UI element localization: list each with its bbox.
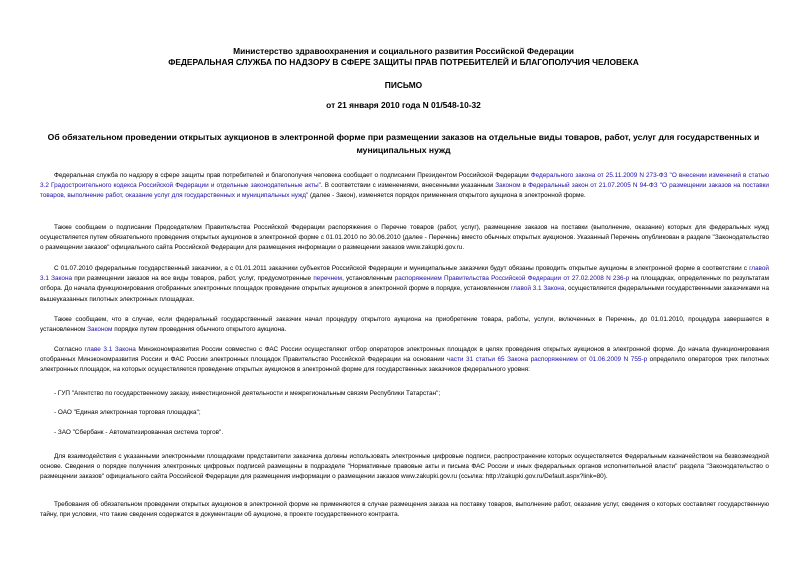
- ministry-name: Министерство здравоохранения и социального развития Российской Федерации: [233, 46, 574, 56]
- paragraph-text: С 01.07.2010 федеральные государственный заказчики, а с 01.01.2011 заказчики субъектов Российской Федерации и муниципальные заказчики будут обязаны проводить открытые аукционы в электронной форме в соответствии с: [54, 265, 750, 272]
- document-title: Об обязательном проведении открытых аукционов в электронной форме при размещении заказов на отдельные виды товаров, работ, услуг для государственных и муниципальных нужд: [47, 132, 760, 155]
- paragraph-1: [40, 171, 769, 202]
- paragraph-4: [40, 315, 769, 335]
- document-date-number: от 21 января 2010 года N 01/548-10-32: [326, 100, 481, 110]
- paragraph-text: Минэкономразвития России совместно с ФАС России осуществляют отбор операторов электронных площадок в целях проведения открытых аукционов в электронной форме. До начала функционирования отобранных Минэкономразвития России и ФАС России электронных площадок Правительство Российской Федерации на основании: [40, 346, 769, 364]
- document-type: ПИСЬМО: [384, 80, 423, 90]
- link-federal-law-94[interactable]: Законом в Федеральный закон от 21.07.2005 N 94-ФЗ "О размещении заказов на поставки товаров, выполнение работ, оказание услуг для государственных и муниципальных нужд": [40, 182, 769, 200]
- link-chapter-3-1[interactable]: главой 3.1 Закона: [40, 265, 769, 283]
- link-list[interactable]: перечнем: [313, 275, 343, 283]
- link-chapter-3-1[interactable]: главе 3.1 Закона: [84, 346, 136, 353]
- paragraph-3: [40, 264, 769, 305]
- paragraph-text: , установленным: [342, 275, 395, 283]
- link-government-order-236[interactable]: распоряжением Правительства Российской Федерации от 27.02.2008 N 236-р: [394, 275, 630, 283]
- link-chapter-3-1[interactable]: главой 3.1 Закона: [510, 285, 565, 293]
- paragraph-5: [40, 345, 769, 376]
- list-item-operator-2: - ОАО "Единая электронная торговая площадка";: [54, 409, 201, 416]
- paragraph-2: [40, 223, 769, 254]
- list-item-operator-1: - ГУП "Агентство по государственному заказу, инвестиционной деятельности и межрегиональным связям Республики Татарстан";: [54, 390, 441, 397]
- paragraph-text: Также сообщаем о подписании Председателем Правительства Российской Федерации распоряжения о Перечне товаров (работ, услуг), размещение заказов на поставки (выполнение, оказание) которых для федеральных нужд осуществляется путем обязательного проведения открытых аукционов в электронной форме с 01.01.2010 по 30.06.2010 (далее - Перечень) вместо обычных открытых аукционов. Указанный Перечень опубликован в разделе "Законодательство о размещении заказов" официального сайта Российской Федерации для размещения информации о размещении заказов www.zakupki.gov.ru.: [40, 224, 769, 252]
- link-law[interactable]: Законом: [87, 326, 113, 334]
- paragraph-text: Требования об обязательном проведении открытых аукционов в электронной форме не применяются в случае размещения заказа на поставку товаров, выполнение работ, оказание услуг, сведения о которых составляет государственную тайну, при условии, что такие сведения содержатся в документации об аукционе, в проекте государственного контракта.: [40, 501, 769, 519]
- paragraph-text: (далее - Закон), изменяется порядок применения открытого аукциона в электронной форме.: [308, 192, 586, 200]
- link-federal-law-273[interactable]: Федерального закона от 25.11.2009 N 273-ФЗ "О внесении изменений в статью 3.2 Градостроительного кодекса Российской Федерации и отдельные законодательные акты": [40, 172, 770, 190]
- paragraph-text: Федеральная служба по надзору в сфере защиты прав потребителей и благополучия человека сообщает о подписании Президентом Российской Федерации: [54, 172, 531, 179]
- paragraph-text: Для взаимодействия с указанными электронными площадками представители заказчика должны использовать электронные цифровые подписи, распространение которых осуществляется Федеральным казначейством на безвозмездной основе. Сведения о порядке получения электронных цифровых подписей размещены в подразделе "Нормативные правовые акты и письма ФАС России и иных федеральных органов исполнительной власти" раздела "Законодательство о размещении заказов" официального сайта Российской Федерации для размещения информации о размещении заказов www.zakupki.gov.ru (ссылка: http://zakupki.gov.ru/Default.aspx?link=80).: [40, 453, 769, 481]
- paragraph-text: определило операторов трех пилотных электронных площадок, на которых осуществляется проведение открытых аукционов в электронной форме для государственных заказчиков федерального уровня:: [40, 356, 769, 374]
- paragraph-text: Также сообщаем, что в случае, если федеральный государственный заказчик начал процедуру открытого аукциона на приобретение товара, работы, услуги, включенных в Перечень, до 01.01.2010, процедура завершается в установленном: [40, 316, 769, 334]
- link-part-31-article-65[interactable]: части 31 статьи 65 Закона: [446, 356, 529, 364]
- paragraph-text: порядке путем проведения обычного открытого аукциона.: [112, 326, 287, 334]
- paragraph-text: , осуществляется федеральными государственными заказчиками на вышеуказанных пилотных электронных площадках.: [40, 285, 770, 303]
- link-order-755[interactable]: распоряжением от 01.06.2009 N 755-р: [530, 356, 648, 364]
- service-name: ФЕДЕРАЛЬНАЯ СЛУЖБА ПО НАДЗОРУ В СФЕРЕ ЗАЩИТЫ ПРАВ ПОТРЕБИТЕЛЕЙ И БЛАГОПОЛУЧИЯ ЧЕЛОВЕКА: [168, 57, 639, 67]
- paragraph-text: . В соответствии с изменениями, внесенными указанным: [320, 182, 496, 190]
- paragraph-digital-signatures: [40, 452, 769, 483]
- paragraph-text: на площадках, определенных по результатам отбора. До начала функционирования отобранных электронных площадок проведение открытых аукционов в электронной форме в порядке, установленном: [40, 275, 769, 293]
- paragraph-text: Согласно: [54, 346, 85, 353]
- paragraph-text: при размещении заказов на все виды товаров, работ, услуг, предусмотренные: [72, 275, 314, 283]
- list-item-operator-3: - ЗАО "Сбербанк - Автоматизированная система торгов".: [54, 429, 224, 436]
- paragraph-requirements: [40, 500, 769, 520]
